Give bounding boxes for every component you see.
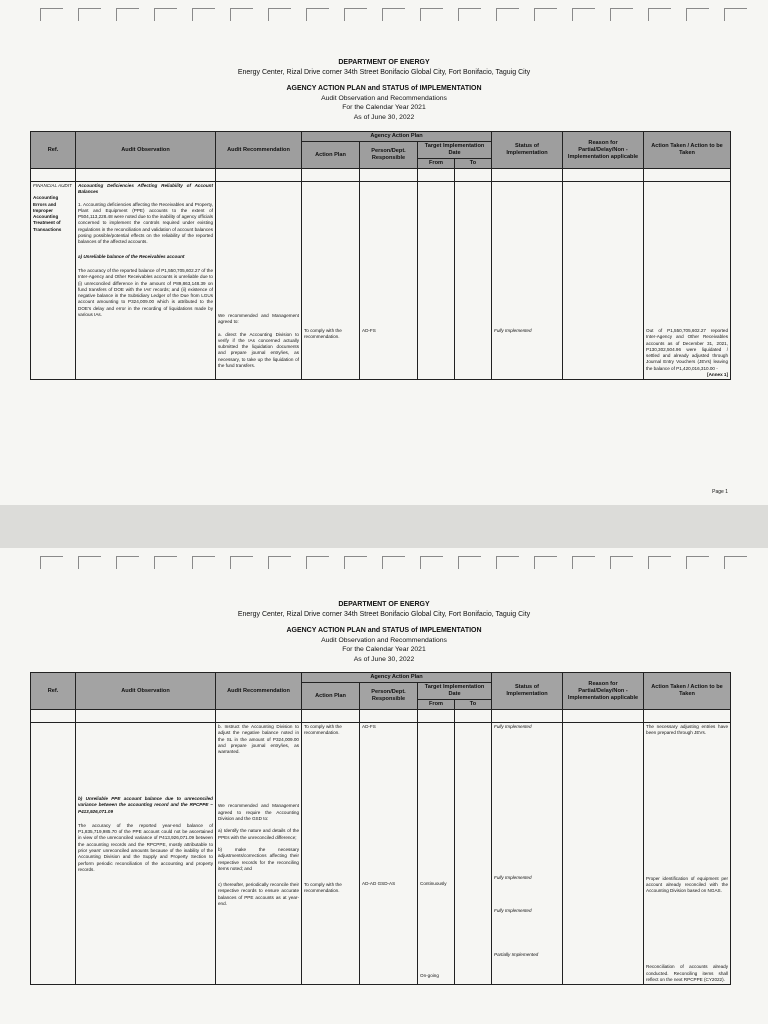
page-header — [0, 600, 768, 664]
person-b: AD-FS — [362, 724, 376, 729]
department-address: Energy Center, Rizal Drive corner 34th Street Bonifacio Global City, Fort Bonifacio, Taguig City — [237, 68, 531, 76]
recommendation-intro: We recommended and Management agreed to: — [218, 313, 299, 325]
recommendation-intro-2: We recommended and Management agreed to require the Accounting Division and the GSD to: — [218, 803, 299, 822]
col-header-person: Person/Dept. Responsible — [360, 683, 418, 710]
col-header-status: Status of Implementation — [492, 132, 563, 169]
from-b-a: Continuously — [420, 881, 447, 886]
col-header-reason: Reason for Partial/Delay/Non -Implementation applicable — [563, 132, 644, 169]
col-header-ref: Ref. — [31, 673, 76, 710]
col-header-from: From — [418, 159, 455, 169]
action-plan-table — [30, 672, 731, 985]
col-header-observation: Audit Observation — [76, 132, 216, 169]
action-plan-text: To comply with the recommendation. — [304, 328, 342, 340]
col-header-agency-action-plan: Agency Action Plan — [302, 132, 492, 142]
from-cell — [418, 182, 455, 380]
col-header-observation: Audit Observation — [76, 673, 216, 710]
col-header-status: Status of Implementation — [492, 673, 563, 710]
observation-b-heading: b) Unreliable PPE account balance due to unreconciled variance between the accounting record and the RPCPPE – P413,926,071.09 — [78, 796, 213, 814]
observation-heading: Accounting Deficiencies Affecting Reliability of Account Balances — [78, 183, 213, 195]
department-name: DEPARTMENT OF ENERGY — [338, 601, 430, 608]
report-as-of-date: As of June 30, 2022 — [353, 113, 415, 121]
scan-registration-marks — [0, 556, 768, 570]
ref-cell — [31, 182, 76, 380]
action-plan-table — [30, 131, 731, 380]
status-text: Fully Implemented — [494, 328, 532, 333]
report-title: AGENCY ACTION PLAN and STATUS of IMPLEMENTATION — [286, 627, 482, 634]
action-plan-b: To comply with the recommendation. — [304, 724, 342, 736]
from-cell — [418, 723, 455, 985]
observation-cell — [76, 182, 216, 380]
report-subtitle: Audit Observation and Recommendations — [321, 636, 447, 644]
status-b: Fully Implemented — [494, 724, 532, 729]
status-cell — [492, 723, 563, 985]
ref-accounting-errors: Accounting Errors and Improper Accounting Treatment of Transactions — [33, 195, 62, 232]
status-b-c: Partially Implemented — [494, 951, 539, 957]
person-b-a: AD-AD GSD-AS — [362, 881, 396, 887]
observation-a-text: The accuracy of the reported balance of P1,550,705,602.27 of the Inter-Agency and Other Receivables accounts is unreliable due to (i) unreconciled difference in the amount of P89,863,148.39 on fund transfers of DOE with the IAs' records; and (ii) existence of negative balance in the Subsidiary Ledger of the Due from LGUs account amounting to P324,009.00 which is attributed to the DOE's delay and error in the recording of liquidations made by various IAs. — [78, 267, 213, 318]
action-taken-b: The necessary adjusting entries have been prepared through JEVs. — [646, 724, 729, 736]
action-taken-b-a: Proper identification of equipment per account already reconciled with the Accounting Division based on NGAS. — [646, 875, 729, 894]
recommendation-b-a: a) Identify the nature and details of the PPEs with the unreconciled difference; — [218, 828, 299, 840]
page-gap — [0, 505, 768, 548]
recommendation-b: b. Instruct the Accounting Division to adjust the negative balance noted in the SL in the amount of P324,009.00 and prepare journal entry/ies, as warranted. — [218, 724, 299, 755]
col-header-to: To — [455, 159, 492, 169]
col-header-action-taken: Action Taken / Action to be Taken — [644, 673, 731, 710]
report-calendar-year: For the Calendar Year 2021 — [342, 104, 426, 111]
report-calendar-year: For the Calendar Year 2021 — [342, 646, 426, 653]
reason-cell — [563, 182, 644, 380]
document-page-1 — [0, 0, 768, 505]
report-title: AGENCY ACTION PLAN and STATUS of IMPLEMENTATION — [286, 85, 482, 92]
report-as-of-date: As of June 30, 2022 — [353, 655, 415, 663]
action-taken-b-c: Reconciliation of accounts already conducted. Reconciling items shall reflect on the next RPCPPE (CY2022). — [646, 964, 729, 983]
person-text: AD-FS — [362, 328, 376, 333]
ref-cell — [31, 723, 76, 985]
table-row — [31, 182, 731, 380]
col-header-action-plan: Action Plan — [302, 683, 360, 710]
action-taken-cell — [644, 723, 731, 985]
observation-1: 1. Accounting deficiencies affecting the Receivables and Property, Plant and Equipment (PPE) accounts to the extent of P504,113,228.48 were noted due to the inability of agency officials concerned to implement the controls required under existing regulations in the reconciliation and validation of account balances posing possible/potential effects on the reliability of the reported balances of the affected accounts. — [78, 201, 213, 245]
action-plan-b-a: To comply with the recommendation. — [304, 881, 342, 893]
col-header-target-date: Target Implementation Date — [418, 142, 492, 159]
observation-b-text: The accuracy of the reported year-end balance of P1,835,719,985.70 of the PPE account could not be ascertained in view of the unreconciled variance of P413,926,071.09 between the accounting records and the RPCPPE, mostly attributable to prior years' unreconciled amounts because of the inability of the Accounting Division and the Supply and Property Section to perform periodic reconciliation of the accounting and property records. — [78, 822, 213, 872]
observation-cell — [76, 723, 216, 985]
to-cell — [455, 723, 492, 985]
col-header-reason: Reason for Partial/Delay/Non -Implementation applicable — [563, 673, 644, 710]
action-taken-text: Out of P1,550,705,602.27 reported Inter-Agency and Other Receivables accounts as of December 31, 2021, P130,302,504.96 were liquidated / settled and already adjusted through Journal Entry Vouchers (JEVs) leaving the balance of P1,420,016,310.00 - — [646, 328, 729, 371]
action-plan-cell — [302, 723, 360, 985]
status-b-a: Fully Implemented — [494, 875, 532, 881]
reason-cell — [563, 723, 644, 985]
report-subtitle: Audit Observation and Recommendations — [321, 94, 447, 102]
status-b-b: Fully Implemented — [494, 907, 532, 913]
recommendation-cell — [216, 723, 302, 985]
from-b-c: On-going — [420, 973, 439, 979]
recommendation-a: a. direct the Accounting Division to verify if the IAs concerned actually submitted the liquidation documents and prepare journal entry/ies, as necessary, to take up the liquidation of the fund transfers. — [218, 331, 299, 369]
page-number: Page 1 — [712, 489, 728, 495]
col-header-target-date: Target Implementation Date — [418, 683, 492, 700]
page-header — [0, 58, 768, 122]
action-plan-cell — [302, 182, 360, 380]
col-header-recommendation: Audit Recommendation — [216, 673, 302, 710]
recommendation-b-c: c) thereafter, periodically reconcile their respective records to ensure accurate balances of PPE accounts as at year-end. — [218, 882, 299, 907]
ref-financial-audit: FINANCIAL AUDIT — [33, 183, 72, 188]
action-taken-cell — [644, 182, 731, 380]
status-cell — [492, 182, 563, 380]
col-header-action-taken: Action Taken / Action to be Taken — [644, 132, 731, 169]
col-header-to: To — [455, 700, 492, 710]
person-cell — [360, 723, 418, 985]
col-header-ref: Ref. — [31, 132, 76, 169]
scan-registration-marks — [0, 8, 768, 22]
col-header-person: Person/Dept. Responsible — [360, 142, 418, 169]
to-cell — [455, 182, 492, 380]
department-address: Energy Center, Rizal Drive corner 34th Street Bonifacio Global City, Fort Bonifacio, Taguig City — [237, 610, 531, 618]
department-name: DEPARTMENT OF ENERGY — [338, 59, 430, 66]
col-header-agency-action-plan: Agency Action Plan — [302, 673, 492, 683]
table-row — [31, 723, 731, 985]
col-header-action-plan: Action Plan — [302, 142, 360, 169]
document-page-2 — [0, 548, 768, 1024]
col-header-recommendation: Audit Recommendation — [216, 132, 302, 169]
observation-a-heading: a) Unreliable balance of the Receivables account — [78, 253, 185, 259]
col-header-from: From — [418, 700, 455, 710]
person-cell — [360, 182, 418, 380]
annex-label: [Annex 1] — [707, 372, 729, 378]
recommendation-cell — [216, 182, 302, 380]
recommendation-b-b: b) make the necessary adjustments/corrections affecting their respective records for the reconciling items noted; and — [218, 846, 299, 871]
